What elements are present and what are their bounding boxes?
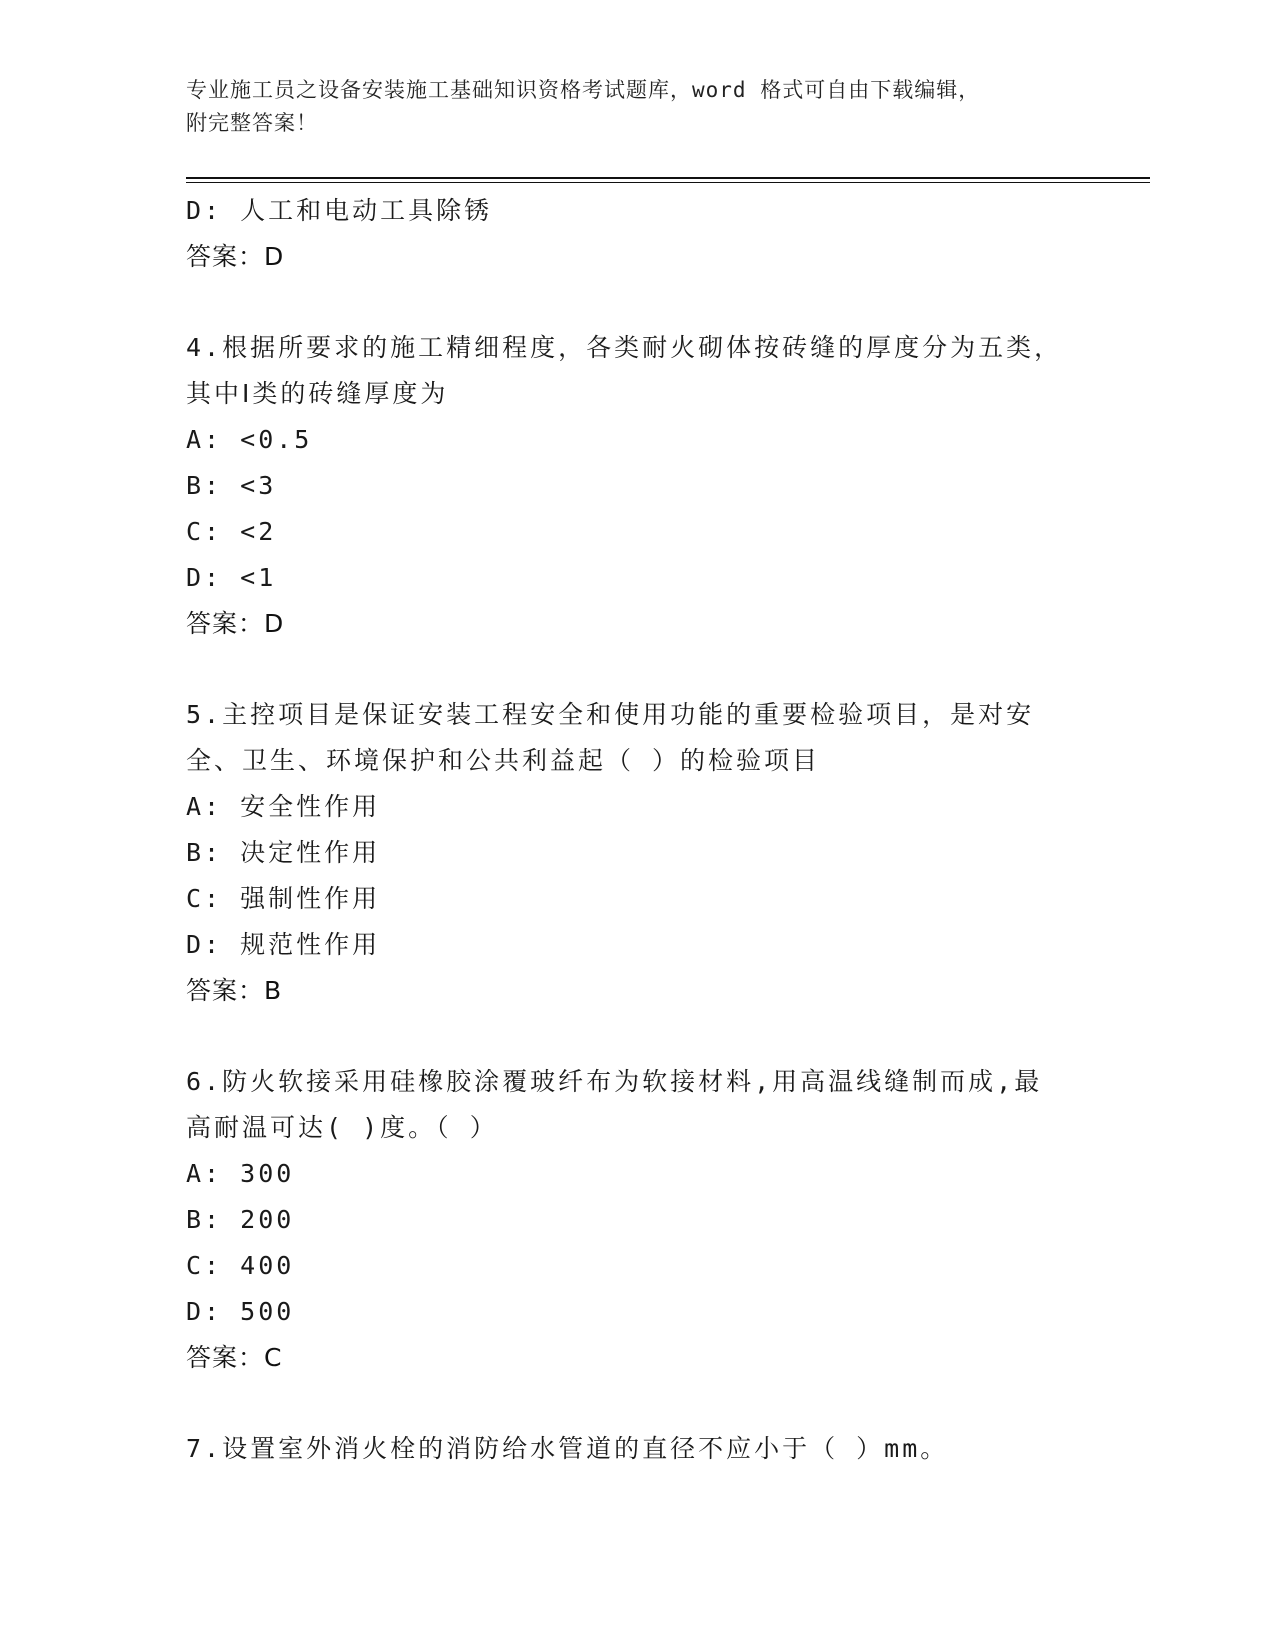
spacer (186, 647, 1086, 692)
header-intro-line-1: 专业施工员之设备安装施工基础知识资格考试题库，word 格式可自由下载编辑， (186, 78, 981, 102)
option-c: C: <2 (186, 517, 277, 546)
question-block-5 (186, 692, 1086, 1014)
option-a: A: <0.5 (186, 425, 313, 454)
question-text: 5.主控项目是保证安装工程安全和使用功能的重要检验项目，是对安全、卫生、环境保护和公共利益起（ ）的检验项目 (186, 700, 1035, 775)
option-b: B: 200 (186, 1205, 295, 1234)
spacer (186, 1381, 1086, 1426)
spacer (186, 280, 1086, 325)
option-b: B: 决定性作用 (186, 838, 381, 867)
question-block-7 (186, 1426, 1086, 1472)
option-c: C: 强制性作用 (186, 884, 381, 913)
option-b: B: <3 (186, 471, 277, 500)
answer: 答案：B (186, 976, 283, 1005)
question-text: 4.根据所要求的施工精细程度，各类耐火砌体按砖缝的厚度分为五类，其中Ⅰ类的砖缝厚度为 (186, 333, 1063, 408)
option-d: D: <1 (186, 563, 277, 592)
answer: 答案：C (186, 1343, 283, 1372)
option-d: D: 规范性作用 (186, 930, 381, 959)
question-block-4 (186, 325, 1086, 647)
question-text: 6.防火软接采用硅橡胶涂覆玻纤布为软接材料,用高温线缝制而成,最高耐温可达( )度。（ ） (186, 1067, 1043, 1142)
answer: 答案：D (186, 242, 285, 271)
option-a: A: 安全性作用 (186, 792, 381, 821)
option-c: C: 400 (186, 1251, 295, 1280)
header-divider-thin (186, 182, 1150, 183)
answer: 答案：D (186, 609, 285, 638)
header-divider-thick (186, 177, 1150, 179)
option-d: D: 500 (186, 1297, 295, 1326)
document-header (186, 74, 1046, 140)
question-text: 7.设置室外消火栓的消防给水管道的直径不应小于（ ）mm。 (186, 1434, 949, 1463)
spacer (186, 1014, 1086, 1059)
question-block-6 (186, 1059, 1086, 1381)
option-d: D: 人工和电动工具除锈 (186, 196, 493, 225)
option-a: A: 300 (186, 1159, 295, 1188)
header-intro-line-2: 附完整答案！ (186, 111, 318, 135)
question-content (186, 188, 1086, 1472)
